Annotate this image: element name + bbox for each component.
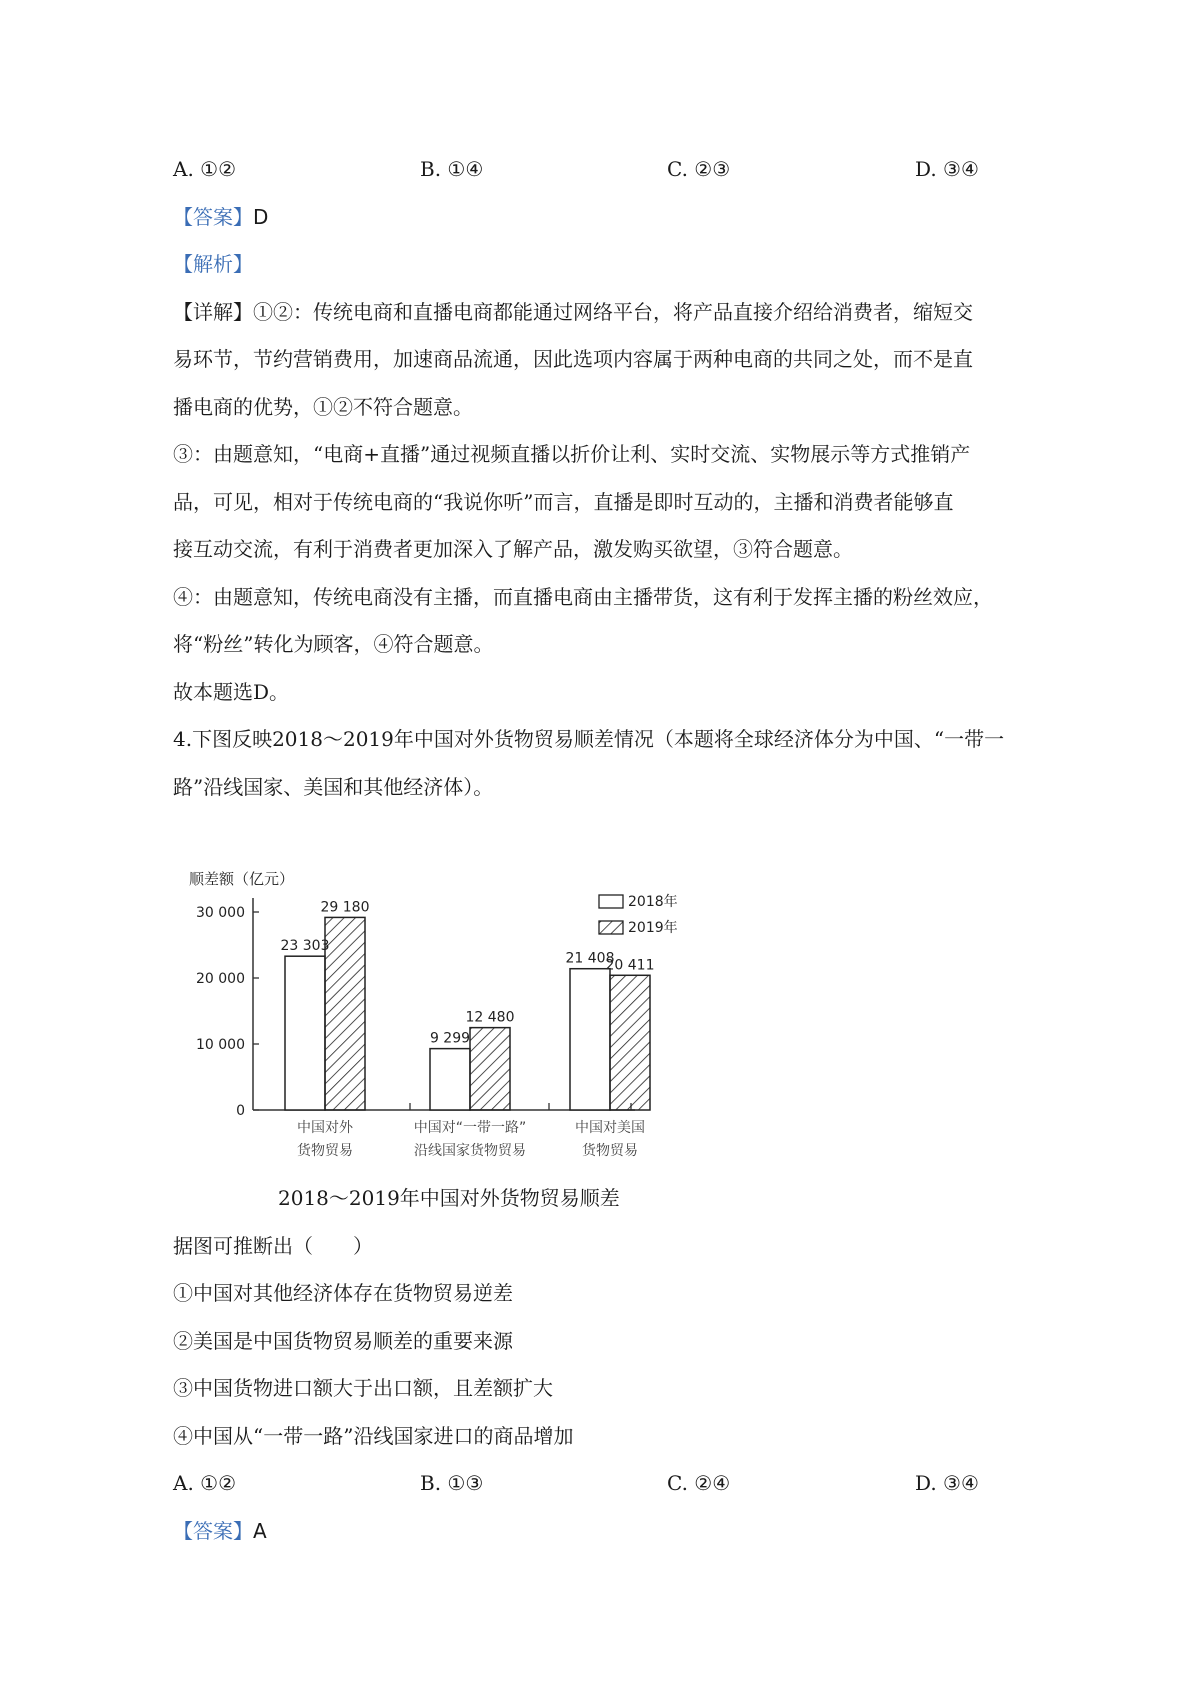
category-label: 中国对外 [297, 1120, 353, 1136]
trade-surplus-chart [175, 860, 755, 1170]
statement-item: ①中国对其他经济体存在货物贸易逆差 [173, 1281, 513, 1305]
q3-analysis-tag: 【解析】 [173, 252, 253, 276]
data-label: 12 480 [465, 1009, 515, 1026]
q4-option-c: C. ②④ [667, 1471, 731, 1495]
answer-tag: 【答案】 [173, 205, 253, 229]
chart-caption: 2018～2019年中国对外货物贸易顺差 [278, 1186, 620, 1210]
y-axis-label: 顺差额（亿元） [189, 870, 295, 888]
q3-option-b: B. ①④ [420, 157, 484, 181]
bar-2019 [610, 975, 650, 1110]
y-tick-label: 0 [236, 1103, 245, 1119]
detail-line: 品，可见，相对于传统电商的“我说你听”而言，直播是即时互动的，主播和消费者能够直 [173, 490, 954, 514]
data-label: 20 411 [605, 957, 655, 974]
q4-prompt: 据图可推断出（ ） [173, 1234, 373, 1258]
y-tick-label: 10 000 [196, 1037, 245, 1053]
category-label: 货物贸易 [297, 1143, 353, 1159]
y-tick-label: 20 000 [196, 971, 245, 987]
detail-line: 将“粉丝”转化为顾客，④符合题意。 [173, 632, 494, 656]
category-label: 中国对美国 [575, 1120, 645, 1136]
q3-answer [173, 205, 268, 229]
bar-2019 [325, 917, 365, 1110]
answer-value: D [253, 205, 269, 229]
q4-option-a: A. ①② [173, 1471, 237, 1495]
category-label: 中国对“一带一路” [413, 1120, 527, 1136]
detail-line: 【详解】①②：传统电商和直播电商都能通过网络平台，将产品直接介绍给消费者，缩短交 [173, 300, 973, 324]
legend-swatch [599, 921, 623, 934]
category-label: 货物贸易 [582, 1143, 638, 1159]
statement-item: ③中国货物进口额大于出口额，且差额扩大 [173, 1376, 553, 1400]
stem-line: 路”沿线国家、美国和其他经济体）。 [173, 775, 494, 799]
data-label: 21 408 [565, 950, 615, 967]
legend-label: 2019年 [628, 920, 678, 936]
data-label: 23 303 [280, 938, 330, 955]
data-label: 9 299 [429, 1030, 471, 1047]
y-tick-label: 30 000 [196, 905, 245, 921]
q4-option-b: B. ①③ [420, 1471, 484, 1495]
q3-option-a: A. ①② [173, 157, 237, 181]
q3-option-c: C. ②③ [667, 157, 731, 181]
bar-2018 [430, 1049, 470, 1110]
detail-line: 播电商的优势，①②不符合题意。 [173, 395, 473, 419]
detail-line: 接互动交流，有利于消费者更加深入了解产品，激发购买欲望，③符合题意。 [173, 537, 853, 561]
answer-value: A [253, 1519, 267, 1543]
detail-line: 易环节，节约营销费用，加速商品流通，因此选项内容属于两种电商的共同之处，而不是直 [173, 347, 973, 371]
bar-2019 [470, 1028, 510, 1110]
q4-answer [173, 1519, 267, 1543]
detail-line: 故本题选D。 [173, 680, 290, 704]
bar-2018 [570, 969, 610, 1110]
q3-option-d: D. ③④ [915, 157, 979, 181]
q4-option-d: D. ③④ [915, 1471, 979, 1495]
bar-2018 [285, 956, 325, 1110]
answer-tag: 【答案】 [173, 1519, 253, 1543]
statement-item: ②美国是中国货物贸易顺差的重要来源 [173, 1329, 513, 1353]
category-label: 沿线国家货物贸易 [414, 1143, 526, 1159]
legend-label: 2018年 [628, 894, 678, 910]
legend-swatch [599, 895, 623, 908]
data-label: 29 180 [320, 899, 370, 916]
detail-line: ④：由题意知，传统电商没有主播，而直播电商由主播带货，这有利于发挥主播的粉丝效应， [173, 585, 993, 609]
stem-line: 4.下图反映2018～2019年中国对外货物贸易顺差情况（本题将全球经济体分为中国、“一带一 [173, 727, 1005, 751]
detail-line: ③：由题意知，“电商+直播”通过视频直播以折价让利、实时交流、实物展示等方式推销产 [173, 442, 971, 466]
statement-item: ④中国从“一带一路”沿线国家进口的商品增加 [173, 1424, 574, 1448]
